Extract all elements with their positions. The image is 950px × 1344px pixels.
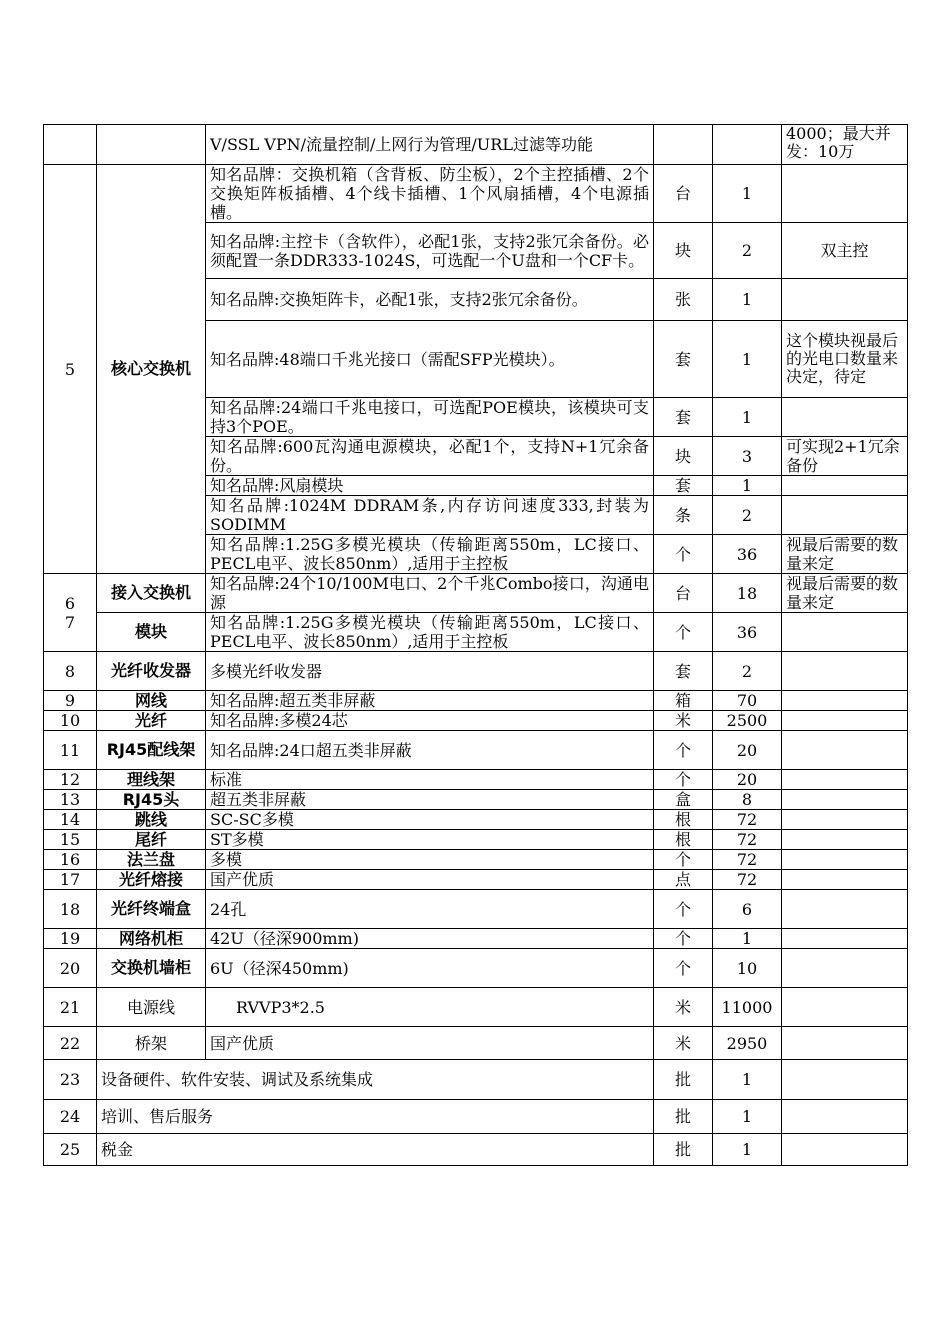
name-cell: 跳线 — [97, 810, 206, 830]
name-cell: 交换机墙柜 — [97, 949, 206, 988]
unit-cell: 米 — [654, 711, 713, 731]
unit-cell: 根 — [654, 810, 713, 830]
spec-cell: 知名品牌:主控卡（含软件），必配1张，支持2张冗余备份。必须配置一条DDR333-1024S，可选配一个U盘和一个CF卡。 — [206, 223, 654, 279]
note-cell — [782, 770, 908, 790]
unit-cell: 箱 — [654, 691, 713, 711]
desc-cell: 培训、售后服务 — [97, 1100, 654, 1134]
table-row — [44, 1100, 908, 1134]
qty-cell: 1 — [713, 165, 782, 223]
table-row — [44, 830, 908, 850]
qty-cell: 72 — [713, 850, 782, 870]
unit-cell: 个 — [654, 850, 713, 870]
name-cell: 核心交换机 — [97, 165, 206, 574]
qty-cell: 1 — [713, 476, 782, 496]
no-cell: 8 — [44, 652, 97, 691]
note-cell — [782, 1060, 908, 1100]
unit-cell: 套 — [654, 398, 713, 437]
note-cell — [782, 1134, 908, 1166]
name-cell: 电源线 — [97, 988, 206, 1027]
no-cell: 19 — [44, 929, 97, 949]
table-row — [44, 870, 908, 890]
note-cell: 4000；最大并发：10万 — [782, 125, 908, 165]
spec-cell: 国产优质 — [206, 870, 654, 890]
unit-cell: 块 — [654, 437, 713, 476]
note-cell — [782, 496, 908, 535]
spec-cell: 知名品牌：交换机箱（含背板、防尘板），2个主控插槽、2个交换矩阵板插槽、4个线卡插槽、1个风扇插槽，4个电源插槽。 — [206, 165, 654, 223]
note-cell — [782, 1027, 908, 1060]
qty-cell: 72 — [713, 810, 782, 830]
spec-cell: RVVP3*2.5 — [206, 988, 654, 1027]
desc-cell: 设备硬件、软件安装、调试及系统集成 — [97, 1060, 654, 1100]
qty-cell: 2500 — [713, 711, 782, 731]
note-cell — [782, 790, 908, 810]
qty-cell: 1 — [713, 279, 782, 321]
note-cell: 双主控 — [782, 223, 908, 279]
note-cell — [782, 476, 908, 496]
table-row — [44, 125, 908, 165]
no-cell: 23 — [44, 1060, 97, 1100]
qty-cell: 18 — [713, 574, 782, 613]
unit-cell: 块 — [654, 223, 713, 279]
spec-cell: 知名品牌:多模24芯 — [206, 711, 654, 731]
unit-cell: 个 — [654, 890, 713, 929]
qty-cell: 2 — [713, 496, 782, 535]
spec-cell: 国产优质 — [206, 1027, 654, 1060]
note-cell — [782, 731, 908, 770]
no-cell: 20 — [44, 949, 97, 988]
note-cell — [782, 652, 908, 691]
name-cell: 接入交换机 — [97, 574, 206, 613]
note-cell: 可实现2+1冗余备份 — [782, 437, 908, 476]
note-cell — [782, 613, 908, 652]
note-cell — [782, 988, 908, 1027]
qty-cell: 2 — [713, 223, 782, 279]
spec-cell: 知名品牌:24个10/100M电口、2个千兆Combo接口，沟通电源 — [206, 574, 654, 613]
spec-cell: 知名品牌:超五类非屏蔽 — [206, 691, 654, 711]
unit-cell: 个 — [654, 613, 713, 652]
note-cell: 视最后需要的数量来定 — [782, 535, 908, 574]
table-row — [44, 1134, 908, 1166]
name-cell: 光纤熔接 — [97, 870, 206, 890]
unit-cell: 套 — [654, 476, 713, 496]
qty-cell: 72 — [713, 870, 782, 890]
table-row — [44, 770, 908, 790]
no-cell: 10 — [44, 711, 97, 731]
spec-cell: 知名品牌:600瓦沟通电源模块，必配1个，支持N+1冗余备份。 — [206, 437, 654, 476]
unit-cell — [654, 125, 713, 165]
no-cell: 24 — [44, 1100, 97, 1134]
no-cell: 5 — [44, 165, 97, 574]
spec-cell: 6U（径深450mm) — [206, 949, 654, 988]
note-cell — [782, 165, 908, 223]
no-cell: 18 — [44, 890, 97, 929]
qty-cell: 20 — [713, 731, 782, 770]
spec-cell: 知名品牌:1.25G多模光模块（传输距离550m，LC接口、PECL电平、波长850nm）,适用于主控板 — [206, 613, 654, 652]
unit-cell: 个 — [654, 929, 713, 949]
unit-cell: 盒 — [654, 790, 713, 810]
qty-cell: 1 — [713, 1060, 782, 1100]
unit-cell: 个 — [654, 770, 713, 790]
table-row — [44, 810, 908, 830]
qty-cell: 1 — [713, 929, 782, 949]
name-cell: 网络机柜 — [97, 929, 206, 949]
unit-cell: 个 — [654, 535, 713, 574]
qty-cell: 6 — [713, 890, 782, 929]
qty-cell: 11000 — [713, 988, 782, 1027]
table-row — [44, 165, 908, 223]
no-cell: 9 — [44, 691, 97, 711]
note-cell — [782, 830, 908, 850]
note-cell — [782, 810, 908, 830]
name-cell: 光纤终端盒 — [97, 890, 206, 929]
qty-cell — [713, 125, 782, 165]
unit-cell: 批 — [654, 1134, 713, 1166]
note-cell — [782, 929, 908, 949]
name-cell: RJ45配线架 — [97, 731, 206, 770]
unit-cell: 米 — [654, 988, 713, 1027]
unit-cell: 张 — [654, 279, 713, 321]
unit-cell: 台 — [654, 165, 713, 223]
table-row — [44, 711, 908, 731]
no-cell: 16 — [44, 850, 97, 870]
no-cell: 11 — [44, 731, 97, 770]
spec-cell: 知名品牌:风扇模块 — [206, 476, 654, 496]
note-cell — [782, 691, 908, 711]
qty-cell: 3 — [713, 437, 782, 476]
spec-cell: 标准 — [206, 770, 654, 790]
qty-cell: 1 — [713, 398, 782, 437]
table-row — [44, 1027, 908, 1060]
spec-cell: V/SSL VPN/流量控制/上网行为管理/URL过滤等功能 — [206, 125, 654, 165]
spec-cell: SC-SC多模 — [206, 810, 654, 830]
equipment-table — [43, 124, 908, 1166]
spec-cell: 知名品牌:1.25G多模光模块（传输距离550m，LC接口、PECL电平、波长850nm）,适用于主控板 — [206, 535, 654, 574]
unit-cell: 套 — [654, 652, 713, 691]
name-cell: 尾纤 — [97, 830, 206, 850]
unit-cell: 个 — [654, 731, 713, 770]
unit-cell: 批 — [654, 1100, 713, 1134]
unit-cell: 台 — [654, 574, 713, 613]
table-row — [44, 1060, 908, 1100]
table-row — [44, 850, 908, 870]
name-cell: 网线 — [97, 691, 206, 711]
note-cell — [782, 711, 908, 731]
unit-cell: 个 — [654, 949, 713, 988]
spec-cell: 知名品牌:24口超五类非屏蔽 — [206, 731, 654, 770]
unit-cell: 条 — [654, 496, 713, 535]
qty-cell: 36 — [713, 613, 782, 652]
name-cell: RJ45头 — [97, 790, 206, 810]
unit-cell: 套 — [654, 321, 713, 398]
no-cell: 12 — [44, 770, 97, 790]
table-row — [44, 731, 908, 770]
name-cell: 桥架 — [97, 1027, 206, 1060]
spec-cell: 多模光纤收发器 — [206, 652, 654, 691]
note-cell — [782, 870, 908, 890]
note-cell: 这个模块视最后的光电口数量来决定，待定 — [782, 321, 908, 398]
no-cell: 17 — [44, 870, 97, 890]
spec-cell: 42U（径深900mm) — [206, 929, 654, 949]
qty-cell: 1 — [713, 1100, 782, 1134]
name-cell — [97, 125, 206, 165]
qty-cell: 1 — [713, 321, 782, 398]
note-cell — [782, 279, 908, 321]
spec-cell: 超五类非屏蔽 — [206, 790, 654, 810]
name-cell: 法兰盘 — [97, 850, 206, 870]
no-cell: 15 — [44, 830, 97, 850]
no-cell: 21 — [44, 988, 97, 1027]
table-row — [44, 613, 908, 652]
qty-cell: 1 — [713, 1134, 782, 1166]
table-row — [44, 790, 908, 810]
table-row — [44, 691, 908, 711]
no-cell: 14 — [44, 810, 97, 830]
qty-cell: 36 — [713, 535, 782, 574]
note-cell — [782, 949, 908, 988]
no-cell: 25 — [44, 1134, 97, 1166]
qty-cell: 10 — [713, 949, 782, 988]
desc-cell: 税金 — [97, 1134, 654, 1166]
spec-cell: 知名品牌:24端口千兆电接口，可选配POE模块，该模块可支持3个POE。 — [206, 398, 654, 437]
spec-cell: ST多模 — [206, 830, 654, 850]
spec-cell: 24孔 — [206, 890, 654, 929]
table-row — [44, 929, 908, 949]
qty-cell: 2950 — [713, 1027, 782, 1060]
qty-cell: 8 — [713, 790, 782, 810]
note-cell — [782, 890, 908, 929]
unit-cell: 米 — [654, 1027, 713, 1060]
unit-cell: 批 — [654, 1060, 713, 1100]
unit-cell: 点 — [654, 870, 713, 890]
name-cell: 理线架 — [97, 770, 206, 790]
qty-cell: 20 — [713, 770, 782, 790]
qty-cell: 72 — [713, 830, 782, 850]
qty-cell: 70 — [713, 691, 782, 711]
no-cell: 13 — [44, 790, 97, 810]
name-cell: 光纤收发器 — [97, 652, 206, 691]
table-row — [44, 652, 908, 691]
note-cell — [782, 1100, 908, 1134]
no-cell: 22 — [44, 1027, 97, 1060]
note-cell — [782, 398, 908, 437]
spec-cell: 知名品牌:1024M DDRAM条,内存访问速度333,封装为SODIMM — [206, 496, 654, 535]
no-cell: 7 — [44, 613, 97, 652]
name-cell: 模块 — [97, 613, 206, 652]
unit-cell: 根 — [654, 830, 713, 850]
no-cell — [44, 125, 97, 165]
table-row — [44, 890, 908, 929]
note-cell: 视最后需要的数量来定 — [782, 574, 908, 613]
table-row — [44, 949, 908, 988]
spec-cell: 多模 — [206, 850, 654, 870]
table-row — [44, 574, 908, 613]
spec-cell: 知名品牌:交换矩阵卡，必配1张，支持2张冗余备份。 — [206, 279, 654, 321]
spec-cell: 知名品牌:48端口千兆光接口（需配SFP光模块）。 — [206, 321, 654, 398]
note-cell — [782, 850, 908, 870]
no-cell: 6 — [44, 574, 97, 613]
qty-cell: 2 — [713, 652, 782, 691]
name-cell: 光纤 — [97, 711, 206, 731]
table-row — [44, 988, 908, 1027]
